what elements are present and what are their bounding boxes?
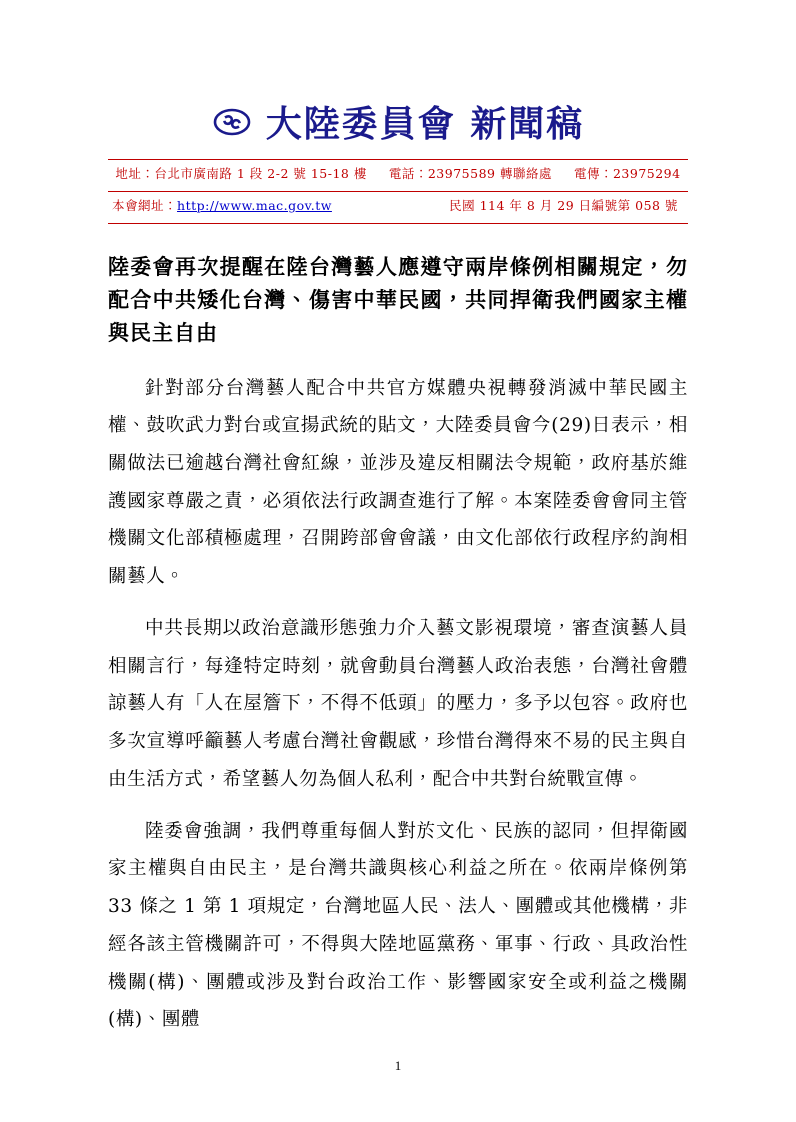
paragraph-3: 陸委會強調，我們尊重每個人對於文化、民族的認同，但捍衛國家主權與自由民主，是台灣共識與核心利益之所在。依兩岸條例第 33 條之 1 第 1 項規定，台灣地區人民、法人、團體或其他機構，非經各該主管機關許可，不得與大陸地區黨務、軍事、行政、具政治性機關(構)、團體或涉及對台政治工作、影響國家安全或利益之機關(構)、團體 [108, 820, 688, 1031]
masthead [108, 96, 688, 147]
website-line [108, 192, 688, 217]
fax-label: 電傳：23975294 [573, 166, 681, 181]
headline: 陸委會再次提醒在陸台灣藝人應遵守兩岸條例相關規定，勿配合中共矮化台灣、傷害中華民國，共同捍衛我們國家主權與民主自由 [108, 254, 688, 346]
spiral-logo-icon [212, 107, 252, 137]
website-link[interactable]: http://www.mac.gov.tw [177, 198, 332, 213]
address-label: 地址：台北市廣南路 1 段 2-2 號 15-18 樓 [115, 166, 367, 181]
contact-line [108, 160, 688, 185]
body-text [108, 370, 688, 1039]
website-label: 本會網址： [112, 198, 178, 213]
paragraph-1: 針對部分台灣藝人配合中共官方媒體央視轉發消滅中華民國主權、鼓吹武力對台或宣揚武統的貼文，大陸委員會今(29)日表示，相關做法已逾越台灣社會紅線，並涉及違反相關法令規範，政府基於維護國家尊嚴之責，必須依法行政調查進行了解。本案陸委會會同主管機關文化部積極處理，召開跨部會會議，由文化部依行政程序約詢相關藝人。 [108, 377, 688, 588]
issue-info: 民國 114 年 8 月 29 日編號第 058 號 [449, 198, 678, 213]
contact-divider-bottom [108, 223, 688, 224]
page-number: 1 [394, 1058, 402, 1073]
page-title: 大陸委員會 新聞稿 [265, 103, 585, 145]
paragraph-2: 中共長期以政治意識形態強力介入藝文影視環境，審查演藝人員相關言行，每逢特定時刻，就會動員台灣藝人政治表態，台灣社會體諒藝人有「人在屋簷下，不得不低頭」的壓力，多予以包容。政府也多次宣導呼籲藝人考慮台灣社會觀感，珍惜台灣得來不易的民主與自由生活方式，希望藝人勿為個人私利，配合中共對台統戰宣傳。 [108, 617, 688, 790]
website-group [112, 196, 332, 214]
phone-label: 電話：23975589 轉聯絡處 [388, 166, 552, 181]
